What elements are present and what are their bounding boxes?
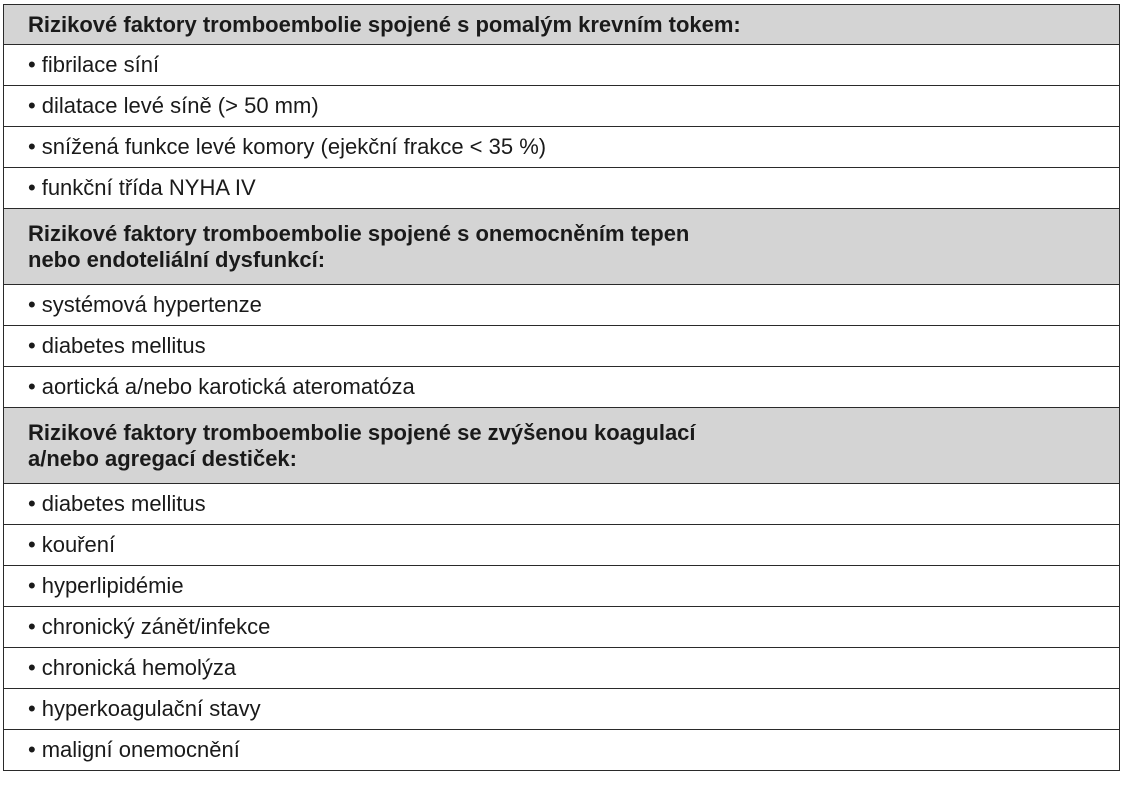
- bullet-icon: •: [28, 573, 36, 598]
- list-item-text: diabetes mellitus: [41, 333, 206, 358]
- list-item-row: [4, 689, 1120, 730]
- list-item: [4, 86, 1120, 127]
- list-item-text: funkční třída NYHA IV: [41, 175, 256, 200]
- list-item: [4, 566, 1120, 607]
- list-item-text: maligní onemocnění: [41, 737, 240, 762]
- bullet-icon: •: [28, 175, 36, 200]
- list-item-text: snížená funkce levé komory (ejekční frakce < 35 %): [41, 134, 547, 159]
- section-header: Rizikové faktory tromboembolie spojené s onemocněním tepen nebo endoteliální dysfunkcí:: [4, 209, 1120, 285]
- section-header: Rizikové faktory tromboembolie spojené s pomalým krevním tokem:: [4, 5, 1120, 45]
- list-item: [4, 648, 1120, 689]
- list-item: [4, 45, 1120, 86]
- list-item: [4, 525, 1120, 566]
- list-item-row: [4, 484, 1120, 525]
- list-item: [4, 607, 1120, 648]
- list-item-row: [4, 730, 1120, 771]
- list-item: [4, 484, 1120, 525]
- risk-factors-table: [3, 4, 1120, 771]
- bullet-icon: •: [28, 292, 36, 317]
- list-item-row: [4, 367, 1120, 408]
- list-item-text: diabetes mellitus: [41, 491, 206, 516]
- list-item: [4, 168, 1120, 209]
- list-item-text: systémová hypertenze: [41, 292, 262, 317]
- bullet-icon: •: [28, 52, 36, 77]
- section-header-row: [4, 5, 1120, 45]
- list-item-row: [4, 566, 1120, 607]
- bullet-icon: •: [28, 737, 36, 762]
- section-header: Rizikové faktory tromboembolie spojené se zvýšenou koagulací a/nebo agregací destiček:: [4, 408, 1120, 484]
- list-item-text: kouření: [41, 532, 116, 557]
- list-item-text: hyperkoagulační stavy: [41, 696, 261, 721]
- list-item-row: [4, 86, 1120, 127]
- list-item: [4, 367, 1120, 408]
- list-item-text: hyperlipidémie: [41, 573, 184, 598]
- list-item-text: fibrilace síní: [41, 52, 160, 77]
- list-item-row: [4, 127, 1120, 168]
- bullet-icon: •: [28, 491, 36, 516]
- bullet-icon: •: [28, 134, 36, 159]
- list-item: [4, 285, 1120, 326]
- list-item-row: [4, 648, 1120, 689]
- bullet-icon: •: [28, 333, 36, 358]
- bullet-icon: •: [28, 93, 36, 118]
- list-item-text: chronický zánět/infekce: [41, 614, 271, 639]
- bullet-icon: •: [28, 532, 36, 557]
- section-header-row: [4, 408, 1120, 484]
- list-item-row: [4, 285, 1120, 326]
- list-item-text: aortická a/nebo karotická ateromatóza: [41, 374, 415, 399]
- list-item-text: chronická hemolýza: [41, 655, 237, 680]
- list-item: [4, 127, 1120, 168]
- list-item-row: [4, 525, 1120, 566]
- list-item: [4, 689, 1120, 730]
- list-item: [4, 326, 1120, 367]
- list-item: [4, 730, 1120, 771]
- section-header-row: [4, 209, 1120, 285]
- bullet-icon: •: [28, 655, 36, 680]
- list-item-row: [4, 607, 1120, 648]
- list-item-text: dilatace levé síně (> 50 mm): [41, 93, 319, 118]
- bullet-icon: •: [28, 696, 36, 721]
- list-item-row: [4, 45, 1120, 86]
- bullet-icon: •: [28, 614, 36, 639]
- list-item-row: [4, 326, 1120, 367]
- bullet-icon: •: [28, 374, 36, 399]
- list-item-row: [4, 168, 1120, 209]
